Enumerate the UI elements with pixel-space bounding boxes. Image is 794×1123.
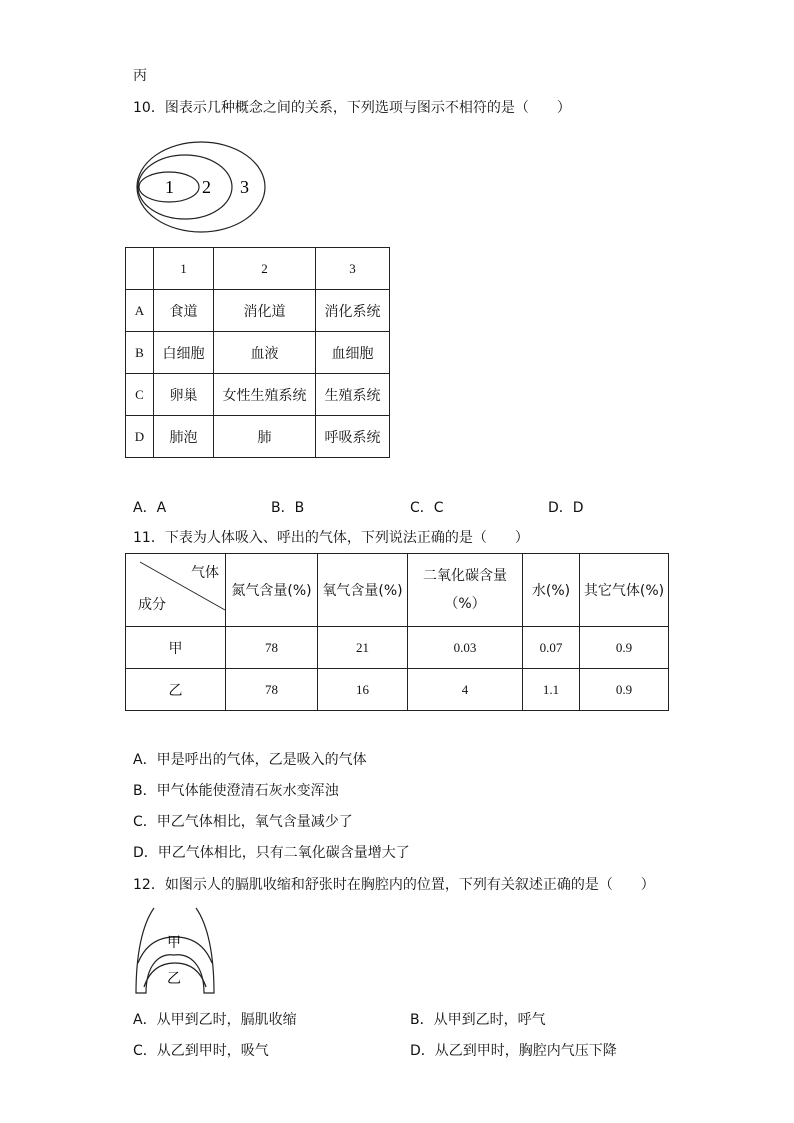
q11-option-b[interactable]: B．甲气体能使澄清石灰水变浑浊 [133,783,339,799]
table-row [126,374,390,416]
label-yi: 乙 [167,971,181,987]
table-header-cell: 2 [214,248,316,290]
table-cell: 血细胞 [316,332,390,374]
ellipse-label-2: 2 [202,177,211,197]
q10-stem: 10．图表示几种概念之间的关系，下列选项与图示不相符的是（ ） [133,100,571,116]
table-cell: D [126,416,154,458]
q12-option-c[interactable]: C．从乙到甲时，吸气 [133,1043,269,1059]
q10-option-b[interactable]: B．B [271,500,305,516]
q10-table-header-row [126,248,390,290]
corner-bottom-label: 成分 [138,597,166,613]
table-cell: 16 [318,669,408,711]
table-cell: 食道 [154,290,214,332]
table-header-cell: 1 [154,248,214,290]
table-header-cell: 氮气含量(%) [226,554,318,627]
table-cell: A [126,290,154,332]
table-cell: 0.07 [523,627,580,669]
table-cell: 0.9 [580,669,669,711]
table-header-cell: 水(%) [523,554,580,627]
table-header-cell: 3 [316,248,390,290]
co2-header-line2: （%） [444,596,486,612]
q12-stem: 12．如图示人的膈肌收缩和舒张时在胸腔内的位置，下列有关叙述正确的是（ ） [133,877,655,893]
table-cell: 21 [318,627,408,669]
q10-option-c[interactable]: C．C [410,500,444,516]
table-header-cell: 其它气体(%) [580,554,669,627]
table-cell: 呼吸系统 [316,416,390,458]
ellipse-label-3: 3 [240,177,249,197]
q12-diaphragm-diagram [134,905,216,997]
table-cell: 血液 [214,332,316,374]
q10-concept-diagram [135,140,270,235]
q10-option-a[interactable]: A．A [133,500,167,516]
table-cell: 女性生殖系统 [214,374,316,416]
q11-table-header-row [126,554,669,627]
table-header-cell [408,554,523,627]
q12-option-a[interactable]: A．从甲到乙时，膈肌收缩 [133,1012,297,1028]
q12-option-d[interactable]: D．从乙到甲时，胸腔内气压下降 [410,1043,617,1059]
corner-top-label: 气体 [191,565,219,581]
table-cell: 消化道 [214,290,316,332]
table-cell: B [126,332,154,374]
table-cell: 生殖系统 [316,374,390,416]
q11-option-a[interactable]: A．甲是呼出的气体，乙是吸入的气体 [133,752,367,768]
q10-table [125,247,390,458]
table-cell: 0.03 [408,627,523,669]
table-cell: 1.1 [523,669,580,711]
table-cell: 4 [408,669,523,711]
q11-table [125,553,669,711]
q11-stem: 11．下表为人体吸入、呼出的气体，下列说法正确的是（ ） [133,530,529,546]
table-cell: 卵巢 [154,374,214,416]
table-cell: 乙 [126,669,226,711]
label-jia: 甲 [167,935,181,951]
q11-option-d[interactable]: D．甲乙气体相比，只有二氧化碳含量增大了 [133,845,410,861]
table-row [126,332,390,374]
q12-option-b[interactable]: B．从甲到乙时，呼气 [410,1012,546,1028]
table-row [126,669,669,711]
table-row [126,627,669,669]
table-cell: 0.9 [580,627,669,669]
table-cell: 78 [226,627,318,669]
table-cell [126,248,154,290]
co2-header-line1: 二氧化碳含量 [423,568,507,584]
table-cell: 甲 [126,627,226,669]
table-header-cell: 氧气含量(%) [318,554,408,627]
table-cell: 消化系统 [316,290,390,332]
table-cell: C [126,374,154,416]
table-corner-cell [126,554,226,627]
table-cell: 78 [226,669,318,711]
ellipse-label-1: 1 [165,177,174,197]
q11-option-c[interactable]: C．甲乙气体相比，氧气含量减少了 [133,814,353,830]
previous-question-fragment: 丙 [133,68,147,84]
table-row [126,416,390,458]
table-cell: 肺 [214,416,316,458]
ellipse-2 [138,155,232,219]
q10-option-d[interactable]: D．D [548,500,584,516]
table-cell: 肺泡 [154,416,214,458]
q10-options [133,497,633,515]
table-cell: 白细胞 [154,332,214,374]
table-row [126,290,390,332]
